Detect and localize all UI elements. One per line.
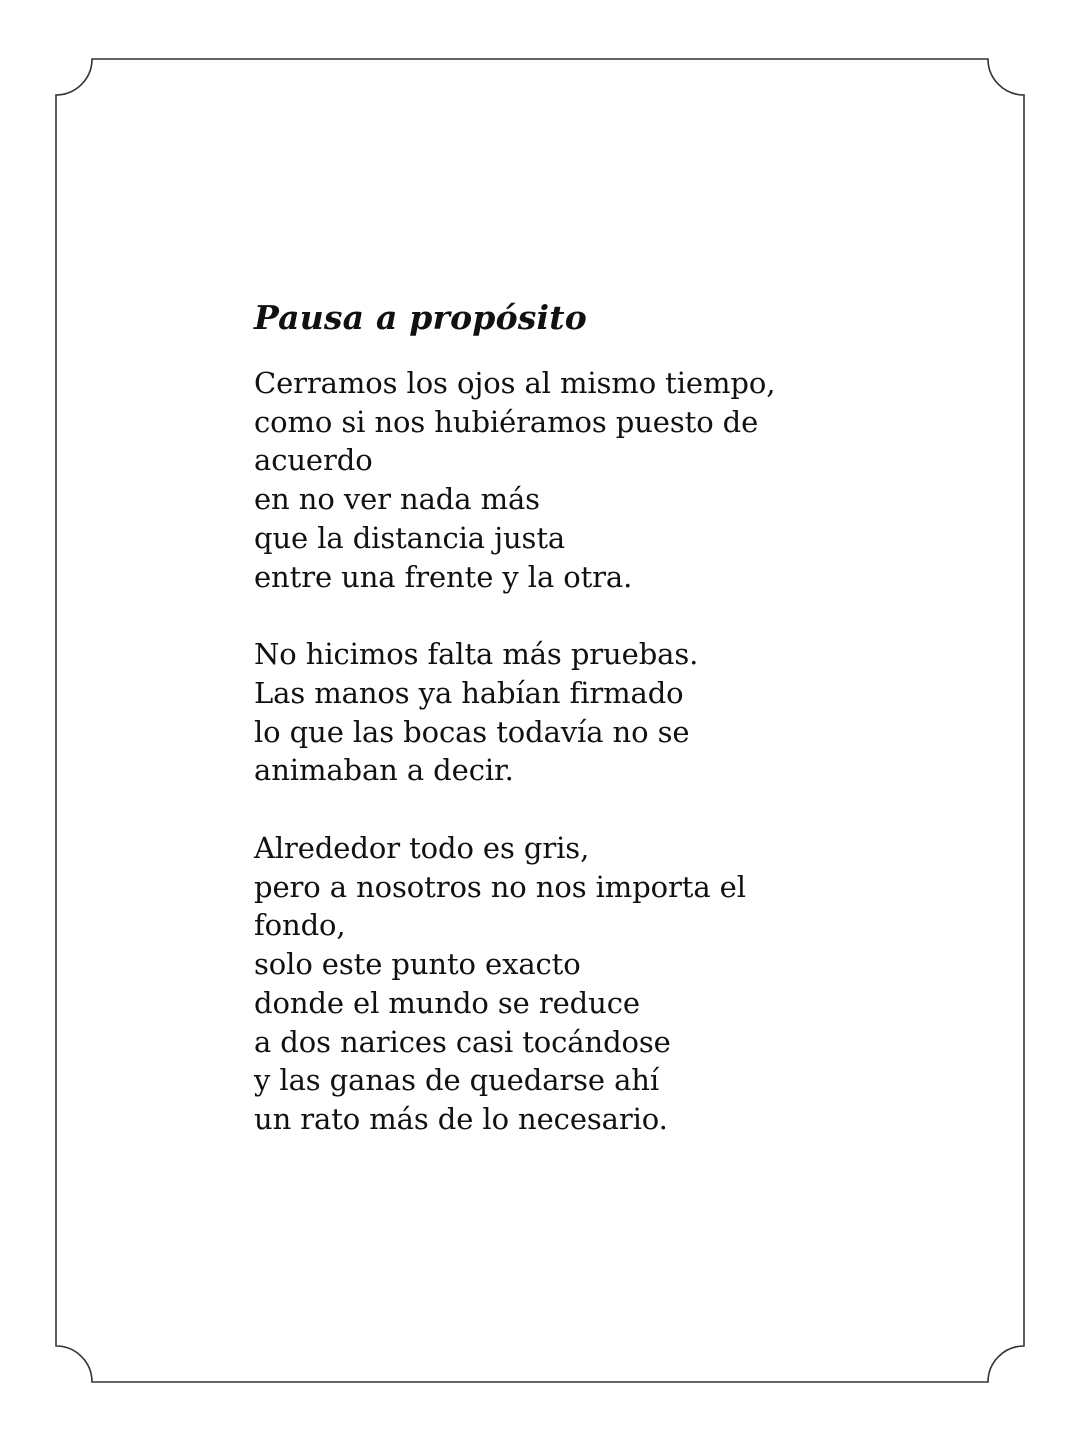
poem-line: como si nos hubiéramos puesto de xyxy=(254,404,759,439)
poem-line: fondo, xyxy=(254,908,346,943)
poem-line: Cerramos los ojos al mismo tiempo, xyxy=(254,366,776,400)
poem-line: solo este punto exacto xyxy=(254,947,581,982)
poem-line: a dos narices casi tocándose xyxy=(254,1024,671,1059)
poem-line: Las manos ya habían firmado xyxy=(254,675,684,710)
poem-line: donde el mundo se reduce xyxy=(254,985,640,1020)
poem-line: que la distancia justa xyxy=(254,520,566,555)
poem-title: Pausa a propósito xyxy=(254,298,587,337)
poem-line: pero a nosotros no nos importa el xyxy=(254,869,746,904)
stanza-1 xyxy=(254,364,954,596)
poem xyxy=(254,296,954,1178)
stanza-2 xyxy=(254,635,954,790)
poem-line: lo que las bocas todavía no se xyxy=(254,714,690,749)
poem-line: entre una frente y la otra. xyxy=(254,559,633,594)
poem-line: Alrededor todo es gris, xyxy=(254,831,590,866)
poem-line: acuerdo xyxy=(254,443,373,478)
poem-line: animaban a decir. xyxy=(254,753,514,788)
poem-line: un rato más de lo necesario. xyxy=(254,1101,668,1136)
stanza-3 xyxy=(254,829,954,1139)
poem-line: en no ver nada más xyxy=(254,482,540,517)
poem-line: No hicimos falta más pruebas. xyxy=(254,637,699,672)
poem-line: y las ganas de quedarse ahí xyxy=(254,1063,660,1098)
